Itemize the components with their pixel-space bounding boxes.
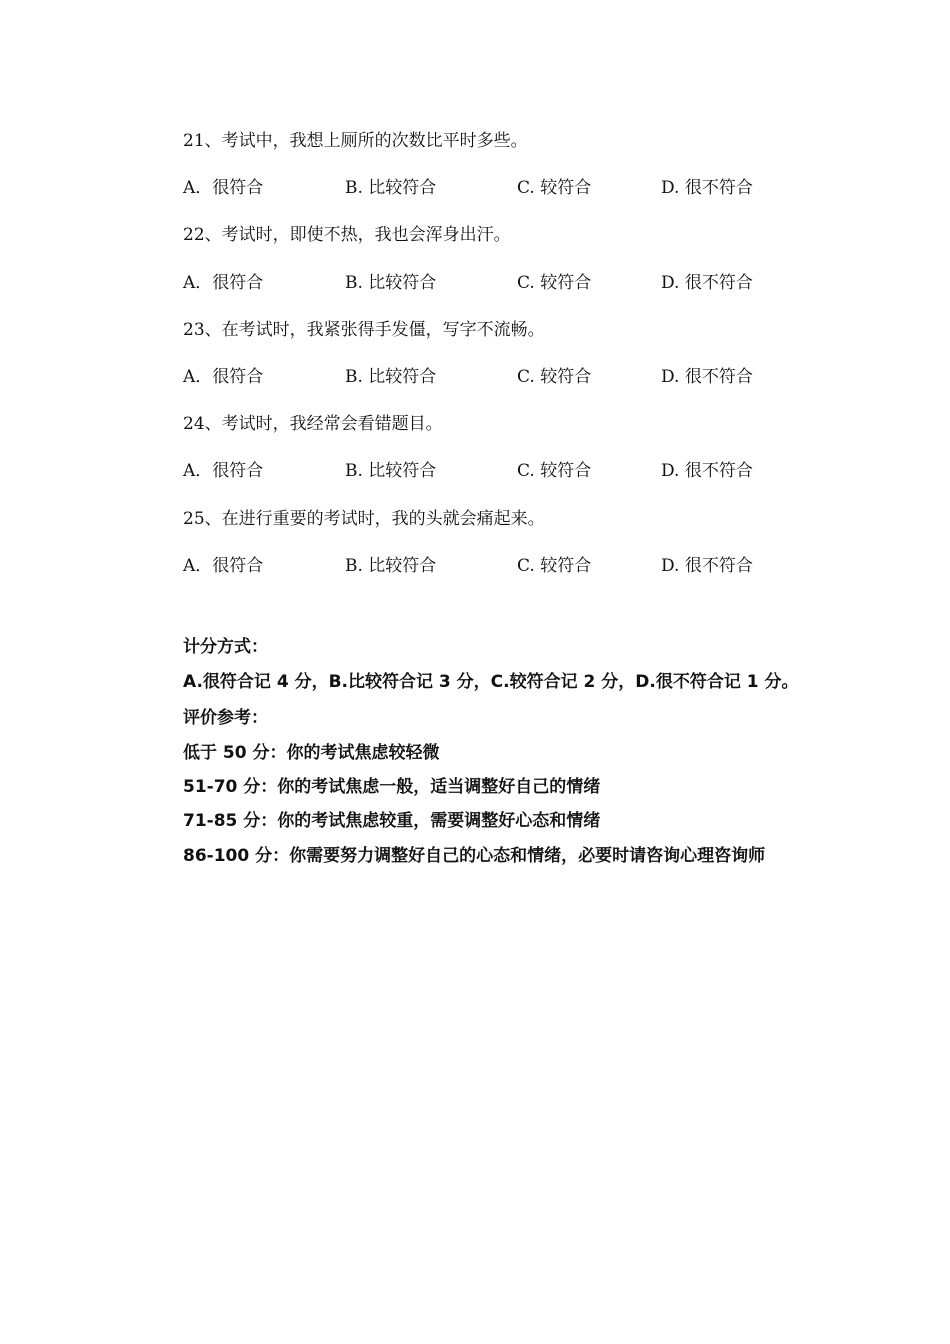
option-c: C. 较符合: [517, 367, 592, 387]
option-c: C. 较符合: [517, 461, 592, 481]
evaluation-level: 71-85 分：你的考试焦虑较重，需要调整好心态和情绪: [183, 811, 601, 831]
option-c: C. 较符合: [517, 273, 592, 293]
question-21: 21、考试中，我想上厕所的次数比平时多些。: [183, 131, 528, 151]
option-a: A．很符合: [183, 461, 264, 481]
option-d: D. 很不符合: [661, 178, 753, 198]
option-c: C. 较符合: [517, 556, 592, 576]
option-d: D. 很不符合: [661, 461, 753, 481]
option-b: B. 比较符合: [345, 461, 437, 481]
option-b: B. 比较符合: [345, 556, 437, 576]
option-a: A．很符合: [183, 178, 264, 198]
option-d: D. 很不符合: [661, 556, 753, 576]
question-25: 25、在进行重要的考试时，我的头就会痛起来。: [183, 509, 545, 529]
question-24: 24、考试时，我经常会看错题目。: [183, 414, 443, 434]
evaluation-heading: 评价参考：: [183, 708, 268, 728]
evaluation-level: 86-100 分：你需要努力调整好自己的心态和情绪，必要时请咨询心理咨询师: [183, 846, 766, 866]
option-b: B. 比较符合: [345, 273, 437, 293]
scoring-heading: 计分方式：: [183, 637, 268, 657]
option-d: D. 很不符合: [661, 367, 753, 387]
option-a: A．很符合: [183, 556, 264, 576]
question-23: 23、在考试时，我紧张得手发僵，写字不流畅。: [183, 320, 545, 340]
option-d: D. 很不符合: [661, 273, 753, 293]
scoring-rule: A.很符合记 4 分，B.比较符合记 3 分，C.较符合记 2 分，D.很不符合记 1 分。: [183, 672, 799, 692]
option-b: B. 比较符合: [345, 367, 437, 387]
evaluation-level: 低于 50 分：你的考试焦虑较轻微: [183, 743, 440, 763]
option-a: A．很符合: [183, 367, 264, 387]
evaluation-level: 51-70 分：你的考试焦虑一般，适当调整好自己的情绪: [183, 777, 601, 797]
question-22: 22、考试时，即使不热，我也会浑身出汗。: [183, 225, 511, 245]
option-a: A．很符合: [183, 273, 264, 293]
option-b: B. 比较符合: [345, 178, 437, 198]
option-c: C. 较符合: [517, 178, 592, 198]
